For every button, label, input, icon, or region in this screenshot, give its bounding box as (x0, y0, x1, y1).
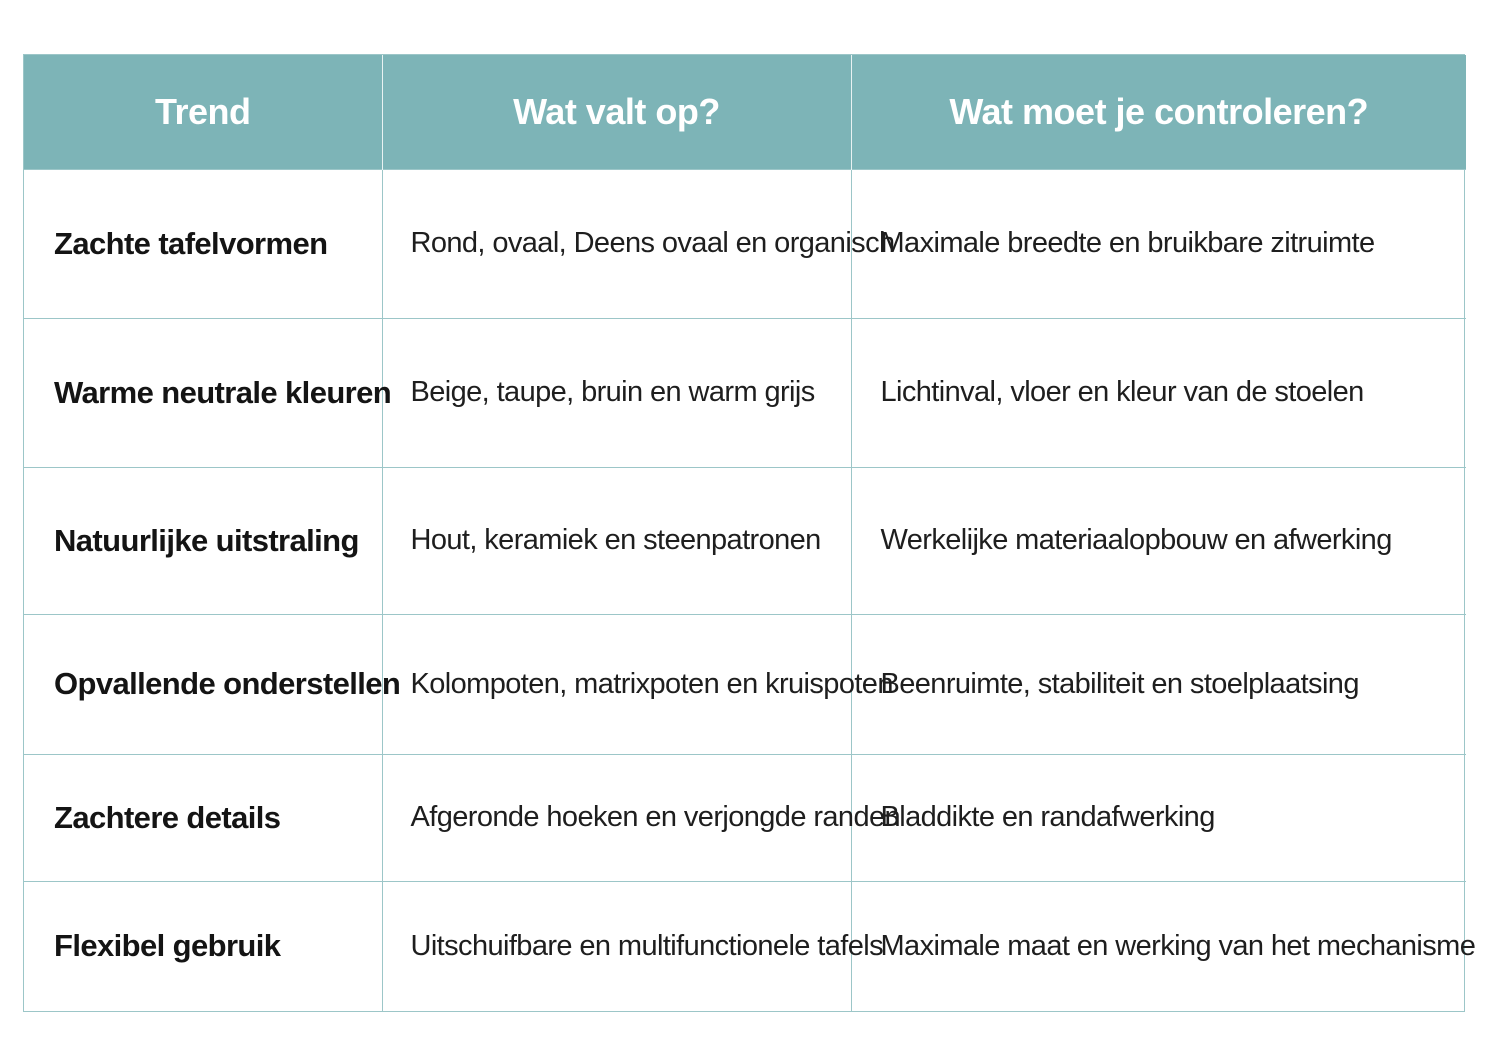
table-row (24, 614, 1466, 754)
table-body (24, 169, 1476, 1011)
trend-cell: Natuurlijke uitstraling (24, 467, 382, 614)
check-cell: Werkelijke materiaalopbouw en afwerking (851, 467, 1466, 614)
check-cell: Maximale maat en werking van het mechanisme (851, 881, 1466, 1011)
observation-cell: Uitschuifbare en multifunctionele tafels (382, 881, 851, 1011)
observation-cell: Beige, taupe, bruin en warm grijs (382, 318, 851, 467)
observation-cell: Rond, ovaal, Deens ovaal en organisch (382, 169, 851, 318)
header-row (24, 55, 1466, 169)
trend-cell: Warme neutrale kleuren (24, 318, 382, 467)
observation-cell: Afgeronde hoeken en verjongde randen (382, 754, 851, 881)
table-row (24, 881, 1466, 1011)
table-row (24, 169, 1466, 318)
check-cell: Maximale breedte en bruikbare zitruimte (851, 169, 1466, 318)
observation-cell: Kolompoten, matrixpoten en kruispoten (382, 614, 851, 754)
table-row (24, 318, 1466, 467)
check-cell: Lichtinval, vloer en kleur van de stoelen (851, 318, 1466, 467)
column-header-trend: Trend (24, 55, 382, 169)
table-header (24, 55, 1466, 169)
trend-table (24, 55, 1476, 1011)
trend-table-container (23, 54, 1476, 1012)
trend-cell: Zachte tafelvormen (24, 169, 382, 318)
check-cell: Beenruimte, stabiliteit en stoelplaatsing (851, 614, 1466, 754)
column-header-wat-valt-op: Wat valt op? (382, 55, 851, 169)
trend-cell: Flexibel gebruik (24, 881, 382, 1011)
column-header-wat-moet-je-controleren: Wat moet je controleren? (851, 55, 1466, 169)
trend-cell: Opvallende onderstellen (24, 614, 382, 754)
table-row (24, 467, 1466, 614)
check-cell: Bladdikte en randafwerking (851, 754, 1466, 881)
trend-cell: Zachtere details (24, 754, 382, 881)
table-row (24, 754, 1466, 881)
observation-cell: Hout, keramiek en steenpatronen (382, 467, 851, 614)
